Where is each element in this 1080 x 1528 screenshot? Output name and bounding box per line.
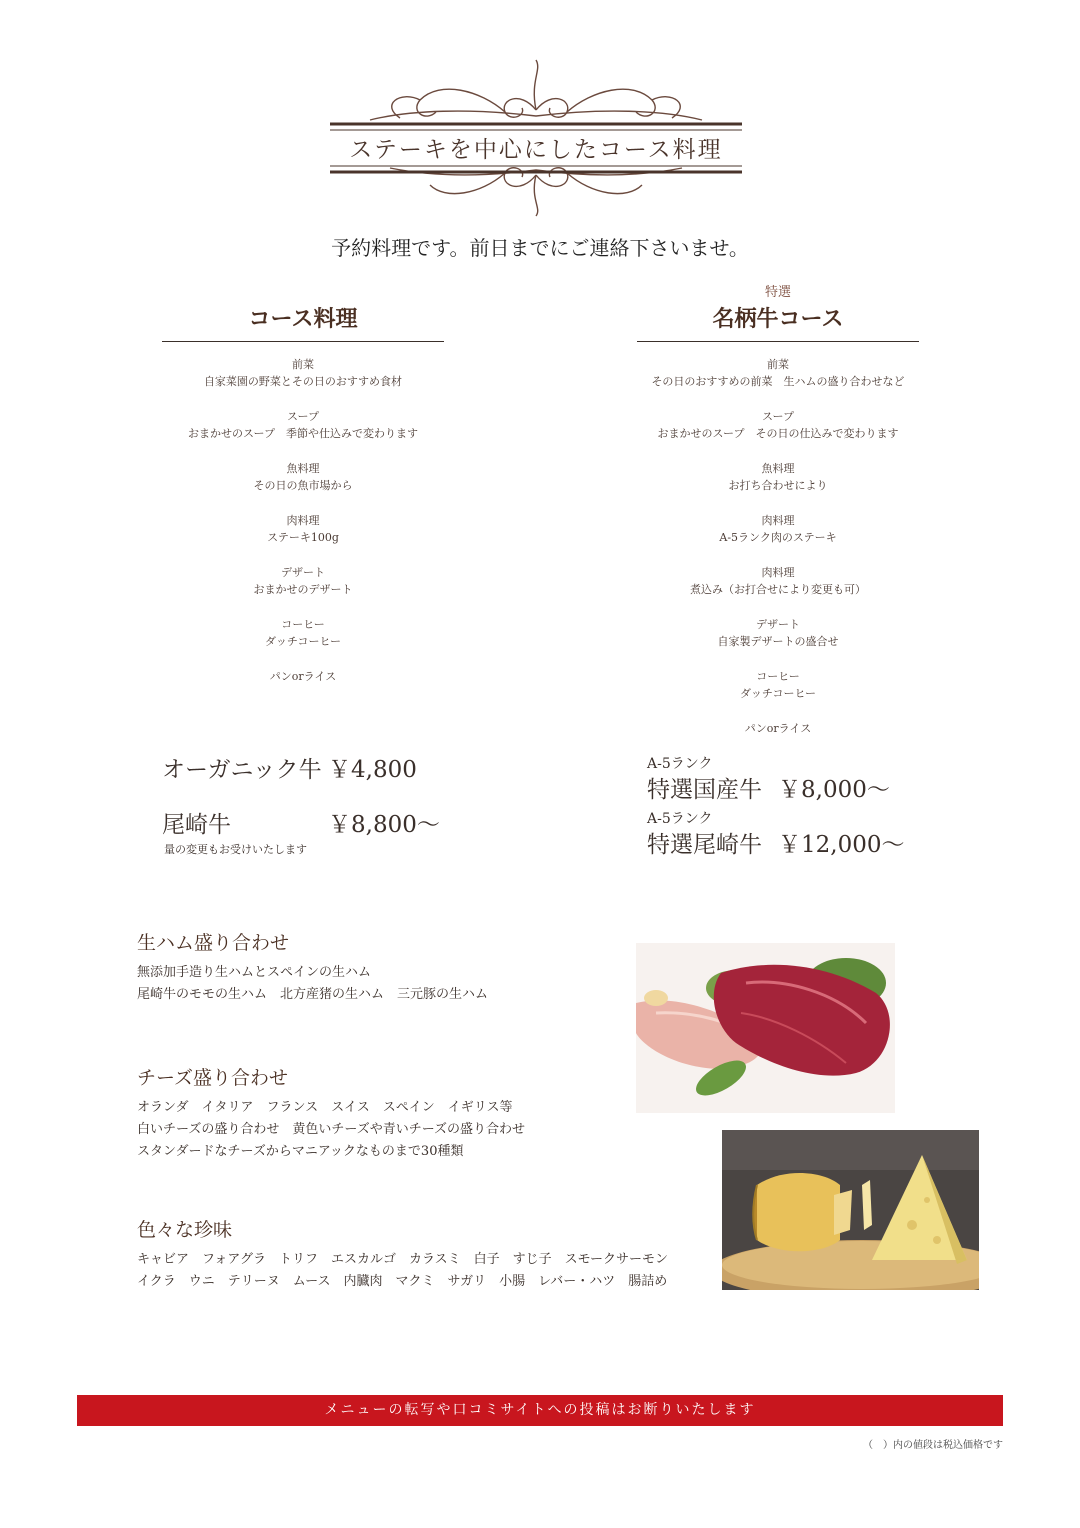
- item-desc: ダッチコーヒー: [264, 635, 342, 648]
- section-body-ham: [137, 962, 488, 1006]
- item-label: 前菜: [767, 358, 789, 371]
- item-desc: A-5ランク肉のステーキ: [719, 531, 837, 544]
- section-title-delicacy: 色々な珍味: [137, 1219, 233, 1241]
- list-item: [162, 408, 444, 460]
- list-item: [637, 408, 919, 460]
- item-desc: おまかせのスープ その日の仕込みで変わります: [657, 427, 899, 440]
- list-item: [637, 460, 919, 512]
- list-item: [637, 356, 919, 408]
- section-line: オランダ イタリア フランス スイス スペイン イギリス等: [137, 1100, 513, 1115]
- list-item: [162, 616, 444, 668]
- price-organic-name: オーガニック牛: [162, 757, 322, 783]
- item-desc: その日の魚市場から: [253, 479, 353, 492]
- list-item: [162, 564, 444, 616]
- reservation-notice: 予約料理です。前日までにご連絡下さいませ。: [331, 236, 749, 260]
- item-label: 魚料理: [761, 462, 795, 475]
- price-special-ozaki-value: ￥12,000～: [778, 832, 905, 858]
- course-title: コース料理: [248, 306, 358, 332]
- price-domestic-value: ￥8,000～: [778, 777, 890, 803]
- price-domestic-name: 特選国産牛: [647, 777, 762, 803]
- section-title-cheese: チーズ盛り合わせ: [137, 1067, 289, 1089]
- list-item: [637, 616, 919, 668]
- item-desc: 自家菜園の野菜とその日のおすすめ食材: [203, 375, 403, 388]
- list-item: [637, 668, 919, 720]
- section-title-ham: 生ハム盛り合わせ: [137, 932, 290, 954]
- course-divider: [637, 341, 919, 342]
- item-label: 魚料理: [286, 462, 320, 475]
- page-title: ステーキを中心にしたコース料理: [349, 137, 723, 163]
- item-label: デザート: [756, 618, 800, 631]
- item-label: スープ: [287, 410, 319, 423]
- list-item: [162, 512, 444, 564]
- section-line: イクラ ウニ テリーヌ ムース 内臓肉 マクミ サガリ 小腸 レバー・ハツ 腸詰め: [137, 1274, 668, 1289]
- list-item: [162, 668, 444, 720]
- portion-note: 量の変更もお受けいたします: [164, 843, 307, 856]
- section-line: 尾崎牛のモモの生ハム 北方産猪の生ハム 三元豚の生ハム: [137, 987, 489, 1002]
- item-label: 肉料理: [286, 514, 320, 527]
- item-label: スープ: [762, 410, 794, 423]
- item-desc: その日のおすすめの前菜 生ハムの盛り合わせなど: [651, 375, 905, 388]
- course-subtitle: 特選: [764, 285, 791, 300]
- ham-photo: [636, 943, 895, 1113]
- section-line: キャビア フォアグラ トリフ エスカルゴ カラスミ 白子 すじ子 スモークサーモン: [137, 1252, 669, 1267]
- item-desc: おまかせのデザート: [253, 583, 353, 596]
- list-item: [637, 564, 919, 616]
- course-list: [637, 356, 919, 772]
- item-label: 肉料理: [761, 566, 795, 579]
- course-subtitle: [162, 283, 444, 303]
- item-label: 肉料理: [761, 514, 795, 527]
- section-line: スタンダードなチーズからマニアックなものまで30種類: [137, 1144, 464, 1159]
- rank-label: A-5ランク: [647, 811, 713, 827]
- rank-label: A-5ランク: [647, 756, 713, 772]
- price-ozaki-name: 尾崎牛: [162, 812, 231, 838]
- course-divider: [162, 341, 444, 342]
- section-body-cheese: [137, 1097, 525, 1163]
- footer-banner: メニューの転写や口コミサイトへの投稿はお断りいたします: [77, 1395, 1003, 1426]
- price-organic-value: ￥4,800: [328, 757, 417, 783]
- section-line: 白いチーズの盛り合わせ 黄色いチーズや青いチーズの盛り合わせ: [137, 1122, 526, 1137]
- item-label: コーヒー: [281, 618, 325, 631]
- price-special-ozaki-name: 特選尾崎牛: [647, 832, 762, 858]
- item-label: デザート: [281, 566, 325, 579]
- course-column-right: [637, 283, 919, 772]
- course-title: 名柄牛コース: [712, 306, 844, 332]
- item-desc: 自家製デザートの盛合せ: [717, 635, 839, 648]
- item-desc: 煮込み（お打合せにより変更も可）: [690, 583, 866, 596]
- tax-note: （ ）内の値段は税込価格です: [863, 1440, 1003, 1451]
- item-desc: おまかせのスープ 季節や仕込みで変わります: [188, 427, 418, 440]
- item-desc: ダッチコーヒー: [739, 687, 817, 700]
- section-body-delicacy: [137, 1249, 668, 1293]
- price-ozaki-value: ￥8,800～: [328, 812, 440, 838]
- list-item: [162, 356, 444, 408]
- cheese-photo: [722, 1130, 979, 1290]
- item-label: コーヒー: [756, 670, 800, 683]
- item-desc: ステーキ100g: [267, 531, 339, 544]
- section-line: 無添加手造り生ハムとスペインの生ハム: [137, 965, 372, 980]
- item-label: パンorライス: [269, 670, 337, 683]
- course-column-left: [162, 283, 444, 720]
- list-item: [637, 512, 919, 564]
- list-item: [162, 460, 444, 512]
- course-list: [162, 356, 444, 720]
- item-label: パンorライス: [744, 722, 812, 735]
- item-label: 前菜: [292, 358, 314, 371]
- item-desc: お打ち合わせにより: [728, 479, 828, 492]
